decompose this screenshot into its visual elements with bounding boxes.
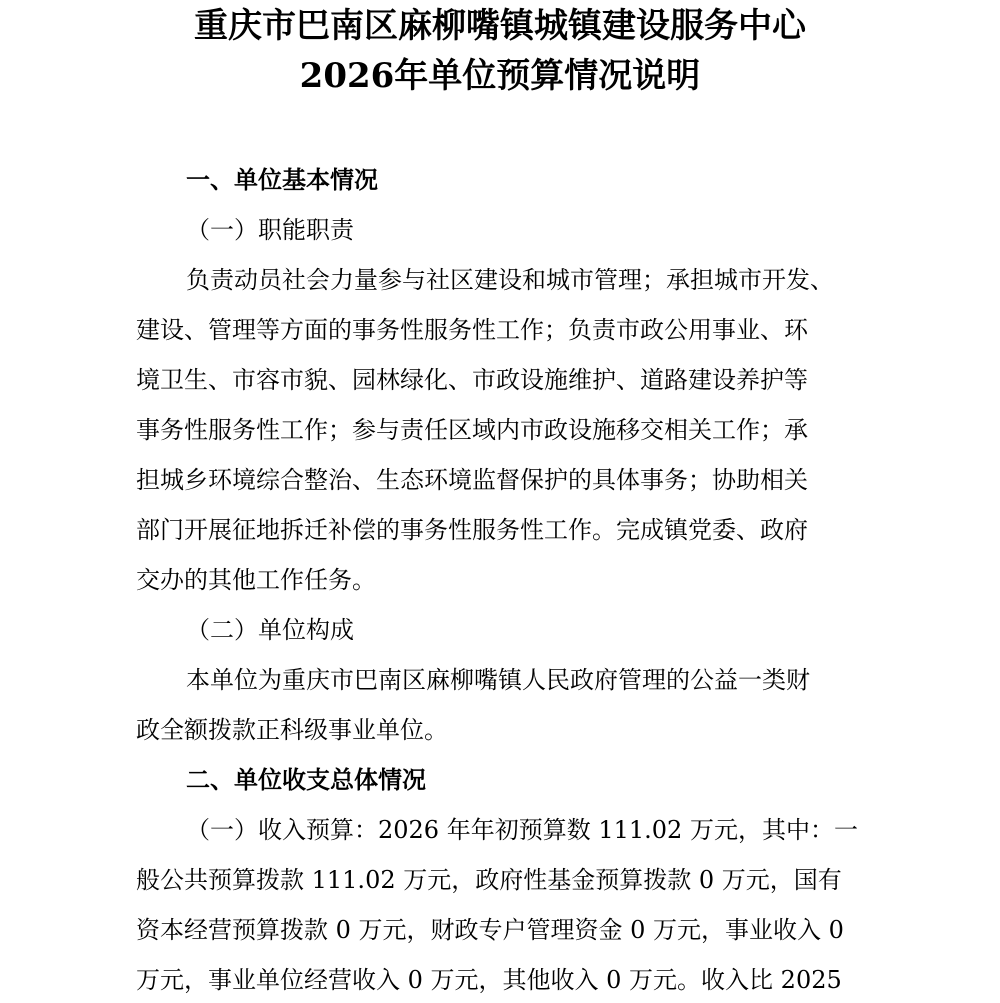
paragraph-line: 交办的其他工作任务。 [136, 566, 376, 594]
section1-sub2-heading: （二）单位构成 [186, 616, 354, 644]
paragraph-line: 事务性服务性工作；参与责任区域内市政设施移交相关工作；承 [136, 416, 808, 444]
section1-sub1-heading: （一）职能职责 [186, 216, 354, 244]
paragraph-line: 负责动员社会力量参与社区建设和城市管理；承担城市开发、 [186, 266, 834, 294]
paragraph-line: 担城乡环境综合整治、生态环境监督保护的具体事务；协助相关 [136, 466, 808, 494]
paragraph-line: （一）收入预算：2026 年年初预算数 111.02 万元，其中：一 [186, 816, 858, 844]
section1-heading: 一、单位基本情况 [186, 166, 378, 194]
paragraph-line: 资本经营预算拨款 0 万元，财政专户管理资金 0 万元，事业收入 0 [136, 916, 844, 944]
section2-heading: 二、单位收支总体情况 [186, 766, 426, 794]
paragraph-line: 本单位为重庆市巴南区麻柳嘴镇人民政府管理的公益一类财 [186, 666, 810, 694]
document-title-line2: 2026年单位预算情况说明 [299, 56, 701, 96]
document-title-line1: 重庆市巴南区麻柳嘴镇城镇建设服务中心 [194, 6, 806, 46]
paragraph-line: 建设、管理等方面的事务性服务性工作；负责市政公用事业、环 [136, 316, 808, 344]
paragraph-line: 政全额拨款正科级事业单位。 [136, 716, 448, 744]
paragraph-line: 般公共预算拨款 111.02 万元，政府性基金预算拨款 0 万元，国有 [136, 866, 842, 894]
paragraph-line: 境卫生、市容市貌、园林绿化、市政设施维护、道路建设养护等 [136, 366, 808, 394]
paragraph-line: 部门开展征地拆迁补偿的事务性服务性工作。完成镇党委、政府 [136, 516, 808, 544]
paragraph-line: 万元，事业单位经营收入 0 万元，其他收入 0 万元。收入比 2025 [136, 966, 842, 994]
